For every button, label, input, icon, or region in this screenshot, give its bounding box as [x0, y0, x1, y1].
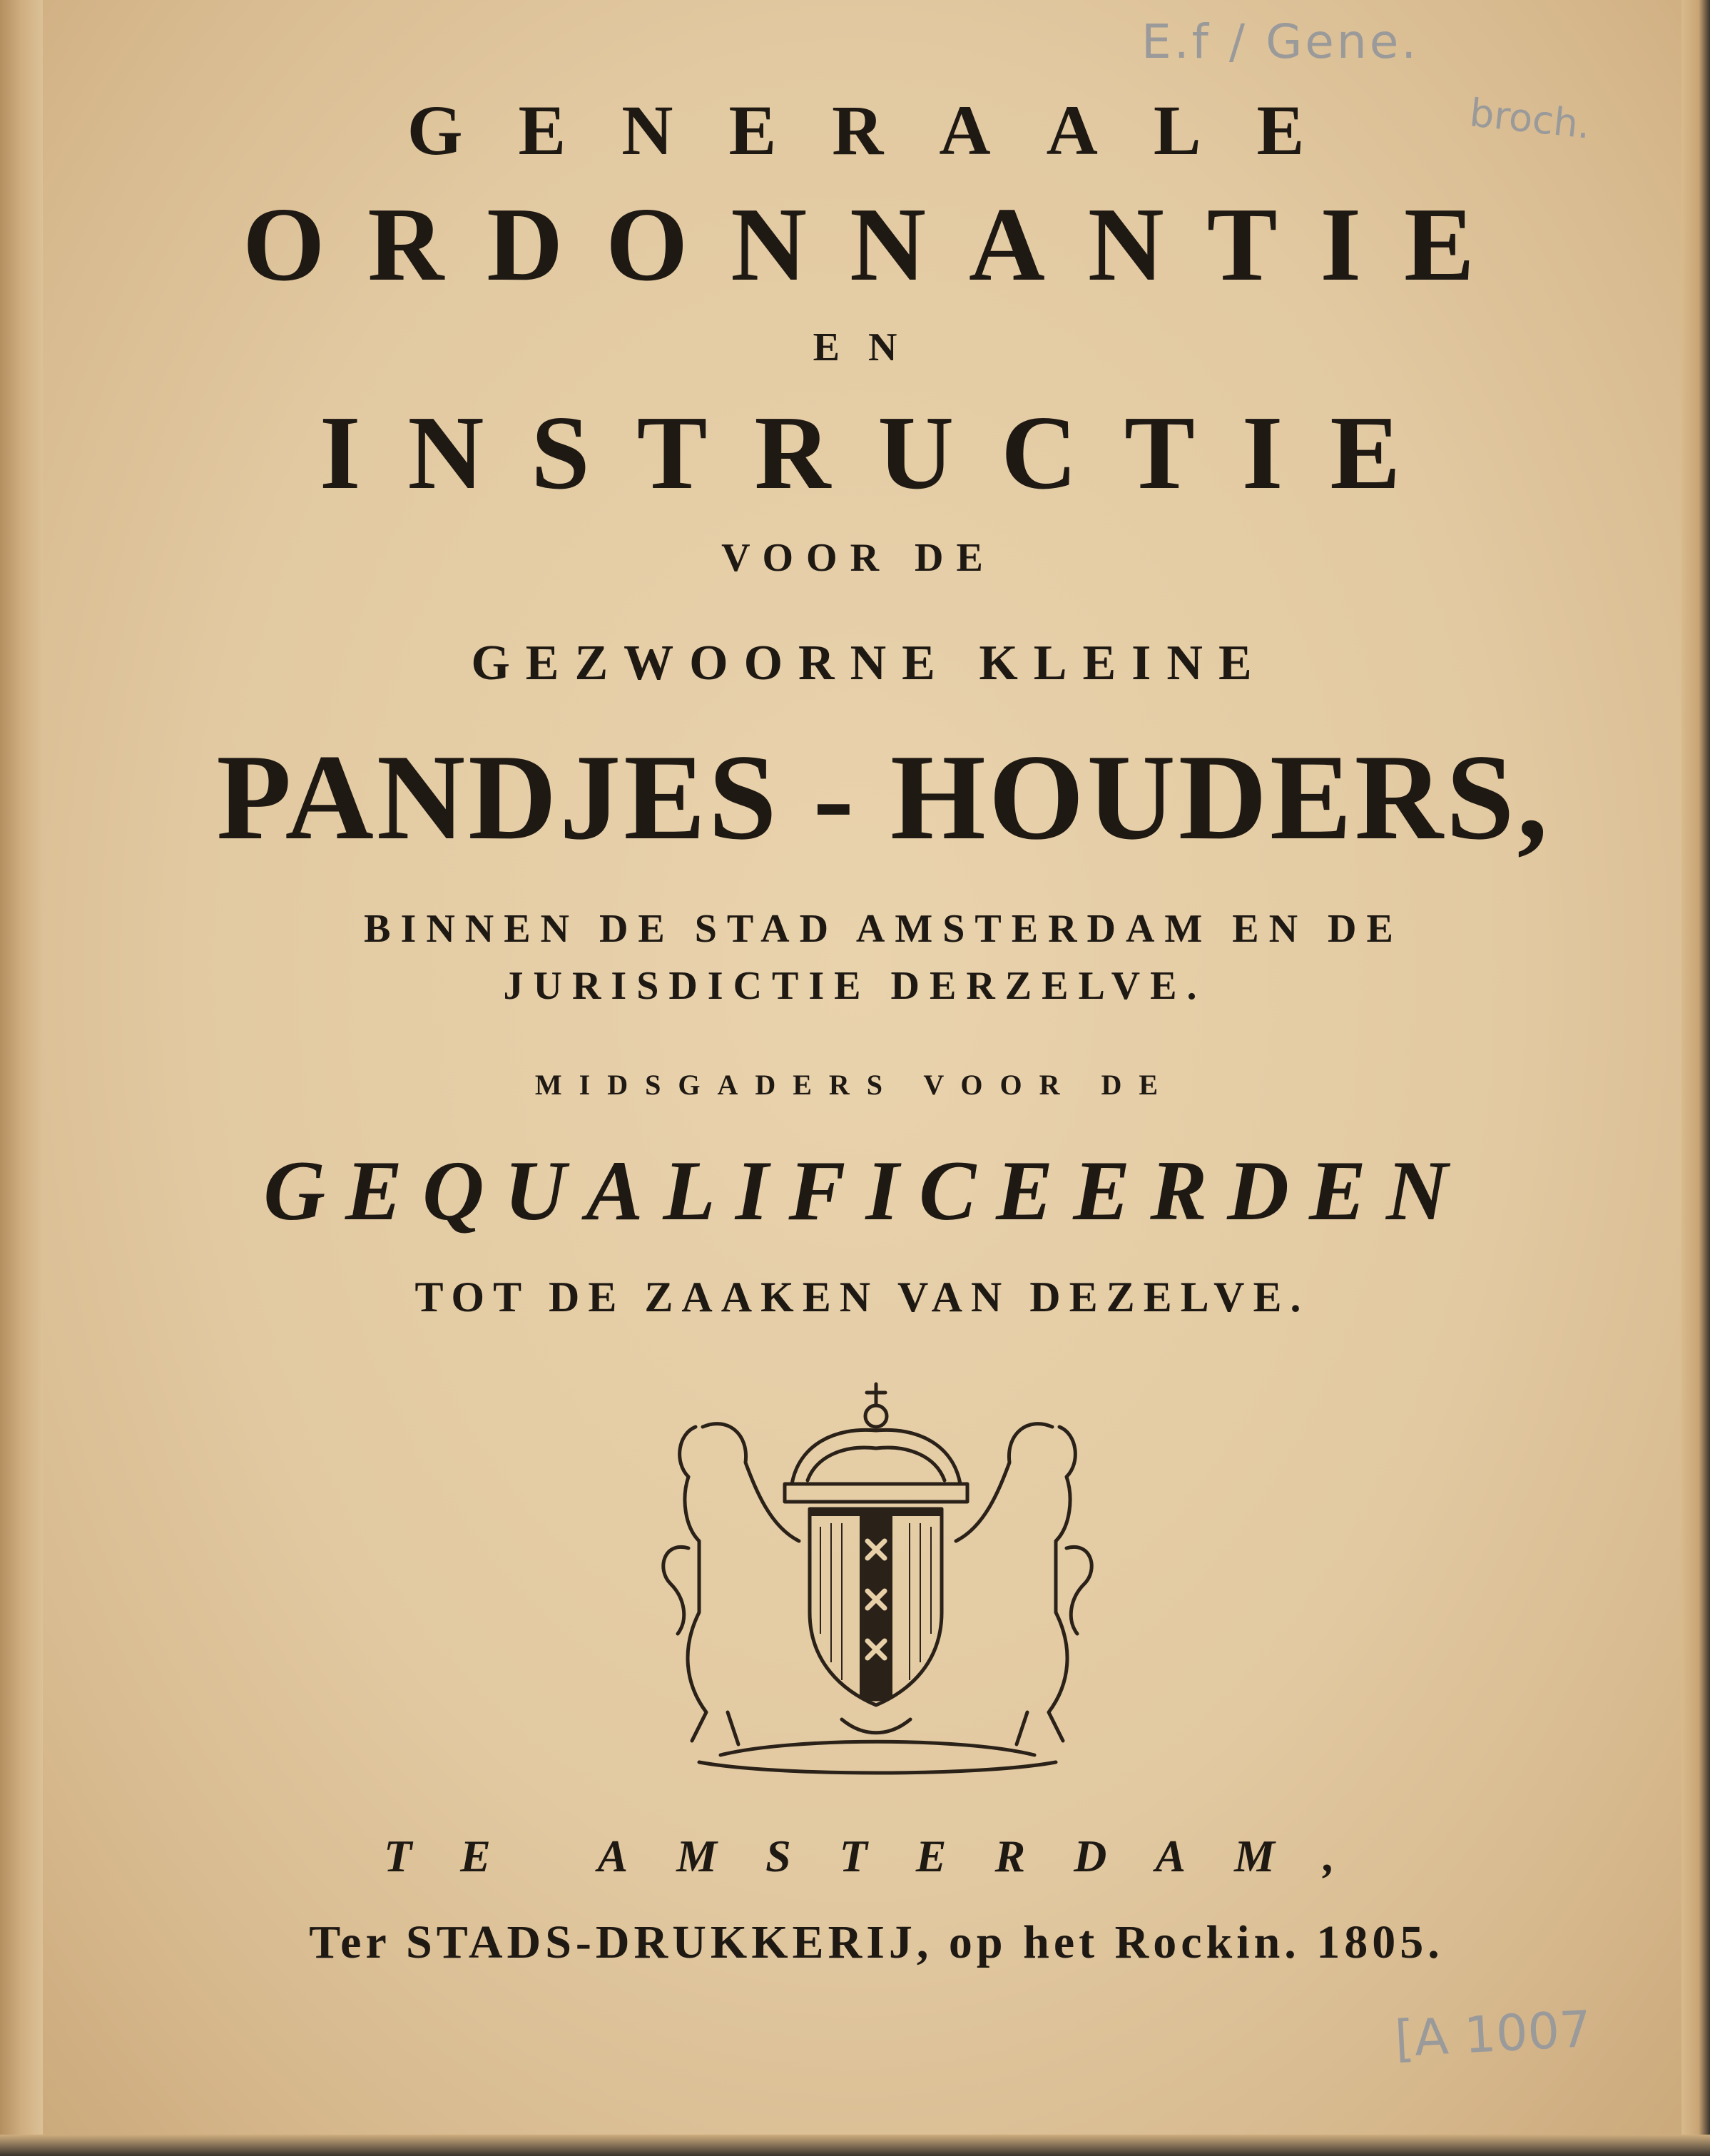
amsterdam-coat-of-arms-icon: [621, 1377, 1134, 1776]
title-line-gequalificeerden: GEQUALIFICEERDEN: [263, 1143, 1468, 1238]
handwritten-catalog-number: [A 1007: [1393, 1999, 1593, 2069]
title-line-ordonnantie: ORDONNANTIE: [243, 186, 1517, 303]
title-line-instructie: INSTRUCTIE: [319, 395, 1448, 512]
title-line-pandjes-houders: PANDJES - HOUDERS,: [216, 730, 1551, 865]
imprint-place: TE AMSTERDAM,: [384, 1831, 1383, 1881]
title-line-binnen: BINNEN DE STAD AMSTERDAM EN DE: [364, 907, 1403, 951]
title-line-generaale: GENERAALE: [407, 91, 1360, 170]
title-line-midsgaders: MIDSGADERS VOOR DE: [534, 1069, 1176, 1101]
handwritten-shelfmark: E.f / Gene.: [1141, 14, 1420, 69]
handwritten-note-broch: broch.: [1467, 90, 1593, 148]
title-line-tot-de-zaaken: TOT DE ZAAKEN VAN DEZELVE.: [414, 1273, 1310, 1321]
title-line-en: EN: [813, 325, 926, 370]
title-line-voor-de: VOOR DE: [721, 536, 996, 580]
page-edge-bottom: [0, 2135, 1710, 2156]
title-line-jurisdictie: JURISDICTIE DERZELVE.: [503, 964, 1207, 1008]
imprint-line: Ter STADS-DRUKKERIJ, op het Rockin. 1805.: [309, 1916, 1444, 1968]
title-line-gezwoorne-kleine: GEZWOORNE KLEINE: [471, 636, 1268, 691]
